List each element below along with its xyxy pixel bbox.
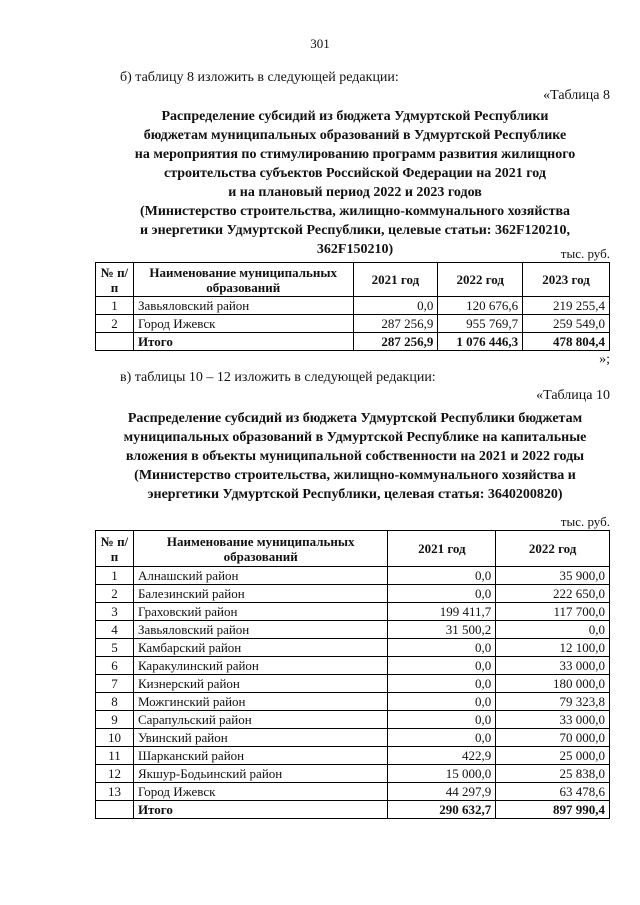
row-2023: 219 255,4 (523, 297, 610, 315)
row-2022: 180 000,0 (496, 675, 610, 693)
total-2022: 1 076 446,3 (438, 333, 523, 351)
title-line: 362F150210) (316, 242, 394, 257)
row-2021: 0,0 (388, 729, 496, 747)
table-row (96, 765, 610, 783)
row-num: 6 (96, 657, 134, 675)
header-num: № п/п (96, 263, 134, 297)
row-2021: 0,0 (388, 693, 496, 711)
row-2021: 44 297,9 (388, 783, 496, 801)
row-2022: 222 650,0 (496, 585, 610, 603)
table-8-closing: »; (599, 352, 610, 367)
title-line: Распределение субсидий из бюджета Удмуртской Республики бюджетам (127, 411, 583, 426)
table-row (96, 567, 610, 585)
title-line: строительства субъектов Российской Федерации на 2021 год (164, 166, 546, 181)
title-line: и энергетики Удмуртской Республики, целевые статьи: 362F120210, (139, 223, 571, 238)
row-name: Алнашский район (133, 567, 388, 585)
table-row (96, 621, 610, 639)
row-num: 8 (96, 693, 134, 711)
table-row (96, 675, 610, 693)
row-num: 2 (96, 315, 134, 333)
row-num (96, 333, 134, 351)
header-2023: 2023 год (523, 263, 610, 297)
header-name: Наименование муниципальных образований (133, 531, 388, 567)
row-2022: 33 000,0 (496, 711, 610, 729)
title-line: энергетики Удмуртской Республики, целевая статья: 3640200820) (147, 487, 563, 502)
table-row (96, 603, 610, 621)
table-header-row (96, 531, 610, 567)
table-10-label: «Таблица 10 (536, 388, 610, 403)
row-2021: 199 411,7 (388, 603, 496, 621)
table-row (96, 747, 610, 765)
table-row (96, 315, 610, 333)
row-num: 2 (96, 585, 134, 603)
row-name: Завьяловский район (133, 621, 388, 639)
table-row (96, 783, 610, 801)
section-b-intro: б) таблицу 8 изложить в следующей редакции: (120, 70, 399, 85)
table-header-row (96, 263, 610, 297)
row-name: Увинский район (133, 729, 388, 747)
table-8-title (95, 107, 615, 259)
title-line: на мероприятия по стимулированию программ развития жилищного (134, 147, 576, 162)
row-num: 9 (96, 711, 134, 729)
total-2023: 478 804,4 (523, 333, 610, 351)
row-2021: 0,0 (388, 657, 496, 675)
total-2022: 897 990,4 (496, 801, 610, 819)
row-name: Каракулинский район (133, 657, 388, 675)
row-2022: 70 000,0 (496, 729, 610, 747)
row-2021: 31 500,2 (388, 621, 496, 639)
row-name: Сарапульский район (133, 711, 388, 729)
header-num: № п/п (96, 531, 134, 567)
row-2021: 0,0 (388, 711, 496, 729)
row-2022: 63 478,6 (496, 783, 610, 801)
row-2023: 259 549,0 (523, 315, 610, 333)
header-2022: 2022 год (496, 531, 610, 567)
row-num: 5 (96, 639, 134, 657)
row-2021: 0,0 (353, 297, 438, 315)
row-2021: 15 000,0 (388, 765, 496, 783)
table-row (96, 585, 610, 603)
header-name: Наименование муниципальных образований (133, 263, 353, 297)
row-name: Город Ижевск (133, 783, 388, 801)
table-row (96, 693, 610, 711)
title-line: бюджетам муниципальных образований в Удмуртской Республике (143, 128, 567, 143)
row-num: 1 (96, 567, 134, 585)
row-name: Завьяловский район (133, 297, 353, 315)
row-name: Камбарский район (133, 639, 388, 657)
row-name: Балезинский район (133, 585, 388, 603)
header-2021: 2021 год (388, 531, 496, 567)
table-8-unit: тыс. руб. (560, 246, 610, 261)
table-row (96, 297, 610, 315)
header-2022: 2022 год (438, 263, 523, 297)
table-10-unit: тыс. руб. (560, 514, 610, 529)
header-2021: 2021 год (353, 263, 438, 297)
row-num: 3 (96, 603, 134, 621)
table-row (96, 657, 610, 675)
row-name: Шарканский район (133, 747, 388, 765)
row-name: Можгинский район (133, 693, 388, 711)
table-row (96, 639, 610, 657)
row-num: 7 (96, 675, 134, 693)
title-line: (Министерство строительства, жилищно-коммунального хозяйства и (134, 468, 576, 483)
total-2021: 287 256,9 (353, 333, 438, 351)
row-2021: 0,0 (388, 639, 496, 657)
row-num: 10 (96, 729, 134, 747)
row-2022: 12 100,0 (496, 639, 610, 657)
table-8-label: «Таблица 8 (543, 88, 610, 103)
row-2022: 117 700,0 (496, 603, 610, 621)
row-name: Город Ижевск (133, 315, 353, 333)
total-label: Итого (133, 333, 353, 351)
row-2021: 0,0 (388, 675, 496, 693)
row-2022: 79 323,8 (496, 693, 610, 711)
row-num (96, 801, 134, 819)
total-label: Итого (133, 801, 388, 819)
title-line: муниципальных образований в Удмуртской Республике на капитальные (123, 430, 587, 445)
row-2021: 0,0 (388, 585, 496, 603)
row-2022: 120 676,6 (438, 297, 523, 315)
total-2021: 290 632,7 (388, 801, 496, 819)
row-2022: 35 900,0 (496, 567, 610, 585)
table-10 (95, 530, 610, 819)
row-2022: 0,0 (496, 621, 610, 639)
row-2022: 33 000,0 (496, 657, 610, 675)
total-row (96, 333, 610, 351)
total-row (96, 801, 610, 819)
row-2022: 25 000,0 (496, 747, 610, 765)
table-8 (95, 262, 610, 351)
row-2022: 25 838,0 (496, 765, 610, 783)
table-10-title (95, 409, 615, 504)
row-2021: 0,0 (388, 567, 496, 585)
row-name: Граховский район (133, 603, 388, 621)
row-name: Кизнерский район (133, 675, 388, 693)
row-num: 1 (96, 297, 134, 315)
title-line: Распределение субсидий из бюджета Удмуртской Республики (161, 109, 549, 124)
row-num: 13 (96, 783, 134, 801)
table-row (96, 729, 610, 747)
row-num: 11 (96, 747, 134, 765)
row-name: Якшур-Бодьинский район (133, 765, 388, 783)
row-2022: 955 769,7 (438, 315, 523, 333)
section-v-intro: в) таблицы 10 – 12 изложить в следующей редакции: (120, 370, 436, 385)
title-line: (Министерство строительства, жилищно-коммунального хозяйства (139, 204, 571, 219)
table-row (96, 711, 610, 729)
row-2021: 422,9 (388, 747, 496, 765)
row-2021: 287 256,9 (353, 315, 438, 333)
row-num: 12 (96, 765, 134, 783)
page-number: 301 (310, 36, 330, 51)
title-line: вложения в объекты муниципальной собственности на 2021 и 2022 годы (125, 449, 585, 464)
row-num: 4 (96, 621, 134, 639)
title-line: и на плановый период 2022 и 2023 годов (228, 185, 482, 200)
